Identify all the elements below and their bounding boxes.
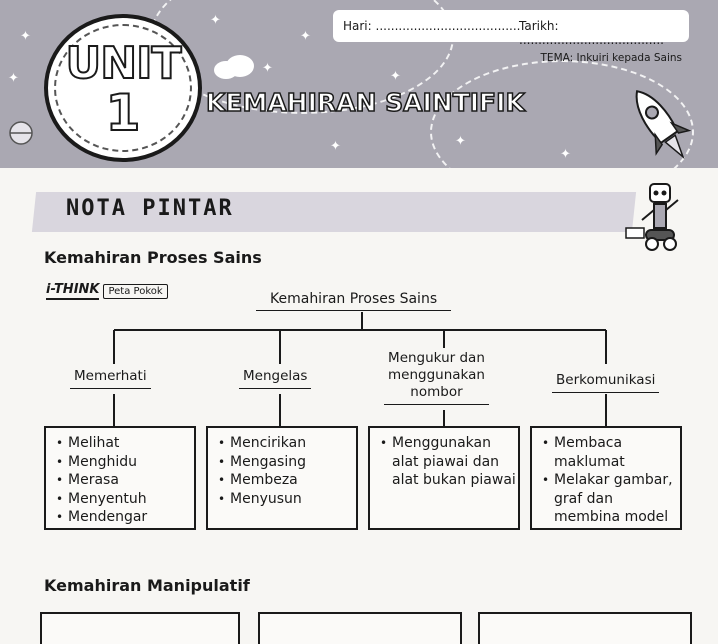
list-item: • Merasa	[56, 471, 194, 490]
category-mengukur-line3: nombor	[410, 383, 463, 400]
star-icon: ✦	[330, 139, 341, 154]
category-mengelas: Mengelas	[243, 368, 308, 384]
nota-pintar-title: NOTA PINTAR	[66, 196, 234, 221]
list-item: • Membaca maklumat	[542, 434, 680, 471]
category-memerhati: Memerhati	[74, 368, 147, 384]
star-icon: ✦	[20, 29, 31, 44]
list-item: • Melihat	[56, 434, 194, 453]
star-icon: ✦	[8, 71, 19, 86]
list-item: • Mengasing	[218, 453, 356, 472]
star-icon: ✦	[560, 147, 571, 162]
box-berkomunikasi	[530, 426, 682, 530]
list-item: • Menyusun	[218, 490, 356, 509]
manipulatif-card	[478, 612, 692, 644]
manipulatif-card	[40, 612, 240, 644]
theme-label: TEMA: Inkuiri kepada Sains	[540, 52, 682, 64]
ithink-logo: i-THINK	[46, 282, 99, 300]
star-icon: ✦	[390, 69, 401, 84]
list-item: • Mendengar	[56, 508, 194, 527]
star-icon: ✦	[210, 13, 221, 28]
category-berkomunikasi: Berkomunikasi	[556, 372, 656, 388]
category-mengukur-line2: menggunakan	[388, 366, 485, 383]
category-mengukur	[388, 350, 485, 401]
unit-word: UNIT	[65, 38, 181, 89]
manipulatif-card	[258, 612, 462, 644]
star-icon: ✦	[300, 29, 311, 44]
unit-number: 1	[105, 84, 141, 142]
list-item: • Mencirikan	[218, 434, 356, 453]
section-heading-proses-sains: Kemahiran Proses Sains	[44, 248, 262, 267]
tree-map-root: Kemahiran Proses Sains	[270, 291, 438, 307]
category-mengukur-line1: Mengukur dan	[388, 350, 485, 366]
box-memerhati	[44, 426, 196, 530]
tarikh-field[interactable]: Tarikh: ......................................	[519, 19, 664, 47]
ithink-tag: Peta Pokok	[103, 284, 167, 299]
star-icon: ✦	[455, 134, 466, 149]
list-item: • Membeza	[218, 471, 356, 490]
box-mengukur	[368, 426, 520, 530]
star-icon: ✦	[262, 61, 273, 76]
list-item: • Menghidu	[56, 453, 194, 472]
list-item: • Menyentuh	[56, 490, 194, 509]
chapter-title: KEMAHIRAN SAINTIFIK	[206, 88, 525, 117]
list-item: • Melakar gambar, graf dan membina model	[542, 471, 680, 527]
list-item: • Menggunakan alat piawai dan alat bukan piawai	[380, 434, 518, 490]
section-heading-manipulatif: Kemahiran Manipulatif	[44, 576, 250, 595]
hari-field[interactable]: Hari: ......................................	[343, 19, 521, 33]
box-mengelas	[206, 426, 358, 530]
